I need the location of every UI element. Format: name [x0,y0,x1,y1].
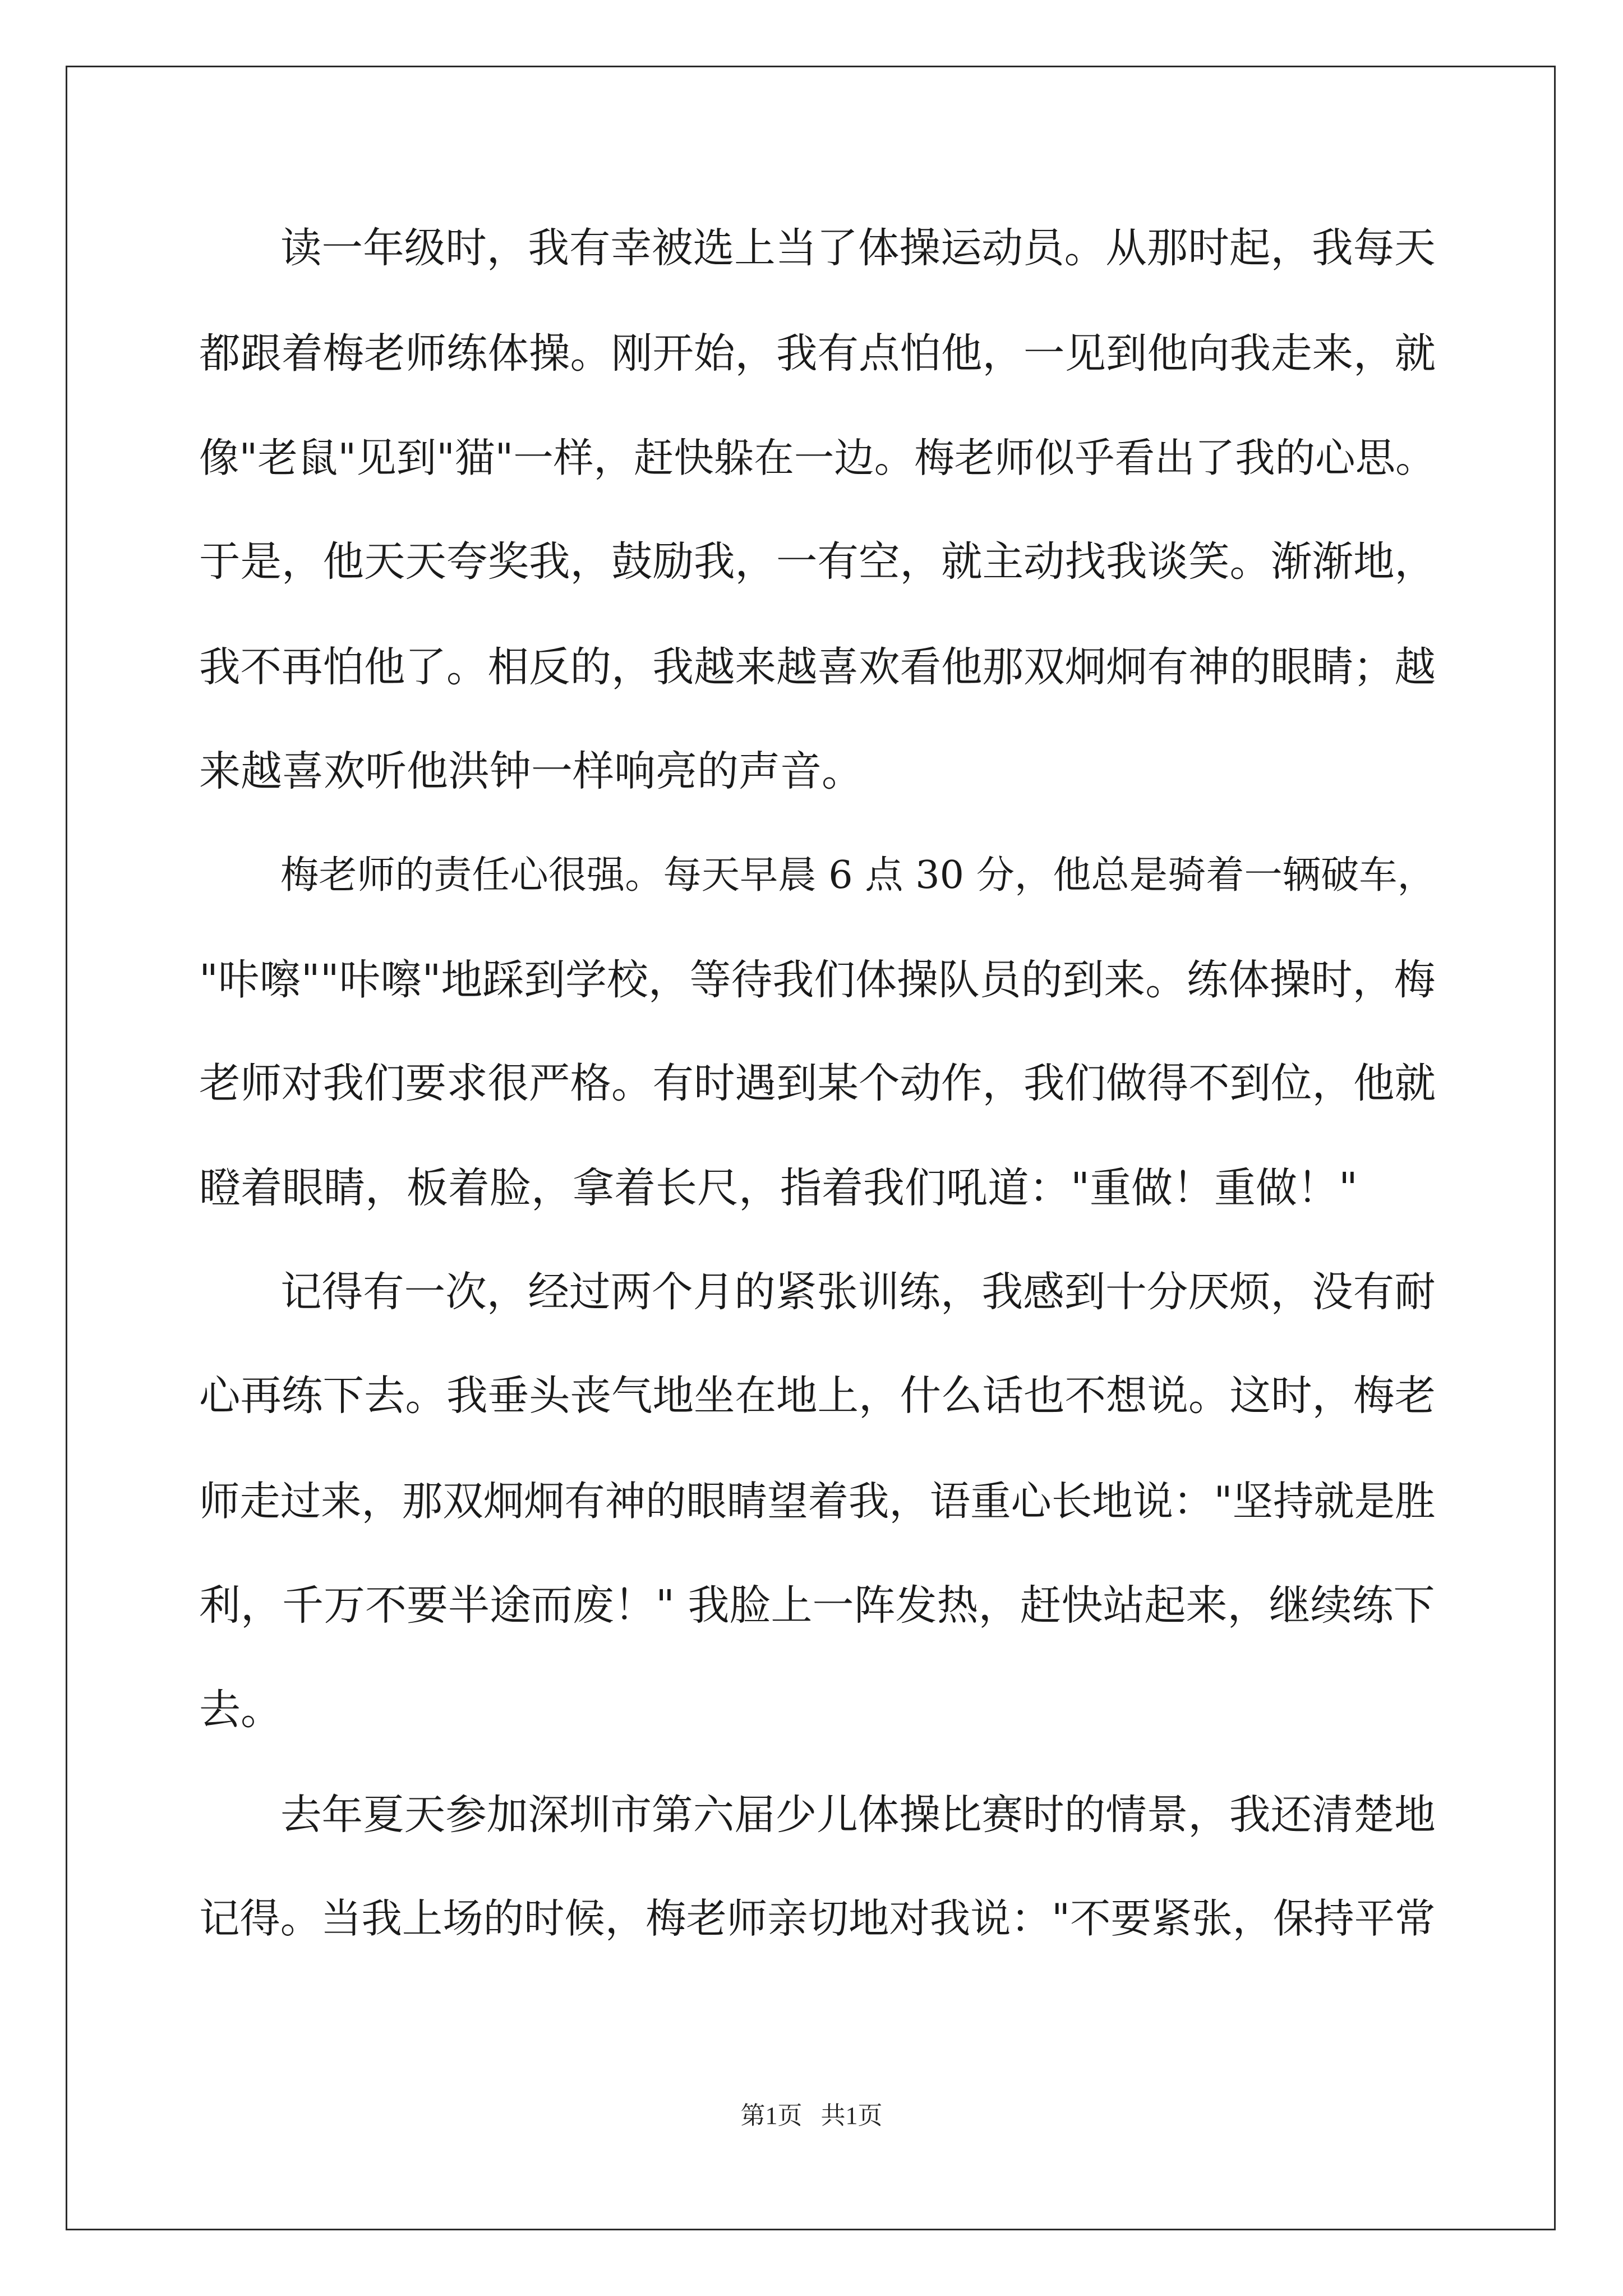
text-line: 梅老师的责任心很强。每天早晨 6 点 30 分，他总是骑着一辆破车， [280,853,1436,898]
text-line: 心再练下去。我垂头丧气地坐在地上，什么话也不想说。这时，梅老 [199,1372,1436,1420]
text-line: 于是，他天天夸奖我，鼓励我，一有空，就主动找我谈笑。渐渐地， [199,538,1436,586]
text-line: 瞪着眼睛，板着脸，拿着长尺，指着我们吼道："重做！重做！" [199,1164,1358,1212]
text-line: 师走过来，那双炯炯有神的眼睛望着我，语重心长地说："坚持就是胜 [199,1478,1436,1525]
text-line: 利，千万不要半途而废！" 我脸上一阵发热，赶快站起来，继续练下 [199,1581,1435,1630]
text-line: 记得。当我上场的时候，梅老师亲切地对我说："不要紧张，保持平常 [199,1895,1436,1943]
text-line: 去。 [199,1686,282,1734]
text-line: 像"老鼠"见到"猫"一样，赶快躲在一边。梅老师似乎看出了我的心思。 [199,435,1436,481]
text-line: 记得有一次，经过两个月的紧张训练，我感到十分厌烦，没有耐 [280,1268,1436,1316]
text-line: 我不再怕他了。相反的，我越来越喜欢看他那双炯炯有神的眼睛；越 [199,643,1436,691]
text-line: 去年夏天参加深圳市第六届少儿体操比赛时的情景，我还清楚地 [280,1791,1436,1839]
text-line: 都跟着梅老师练体操。刚开始，我有点怕他，一见到他向我走来，就 [199,330,1436,378]
page-number-footer: 第1页 共1页 [740,2102,883,2129]
text-line: 来越喜欢听他洪钟一样响亮的声音。 [199,747,863,795]
text-line: 读一年级时，我有幸被选上当了体操运动员。从那时起，我每天 [280,224,1436,272]
text-line: 老师对我们要求很严格。有时遇到某个动作，我们做得不到位，他就 [199,1060,1436,1107]
text-line: "咔嚓""咔嚓"地踩到学校，等待我们体操队员的到来。练体操时，梅 [199,956,1436,1004]
